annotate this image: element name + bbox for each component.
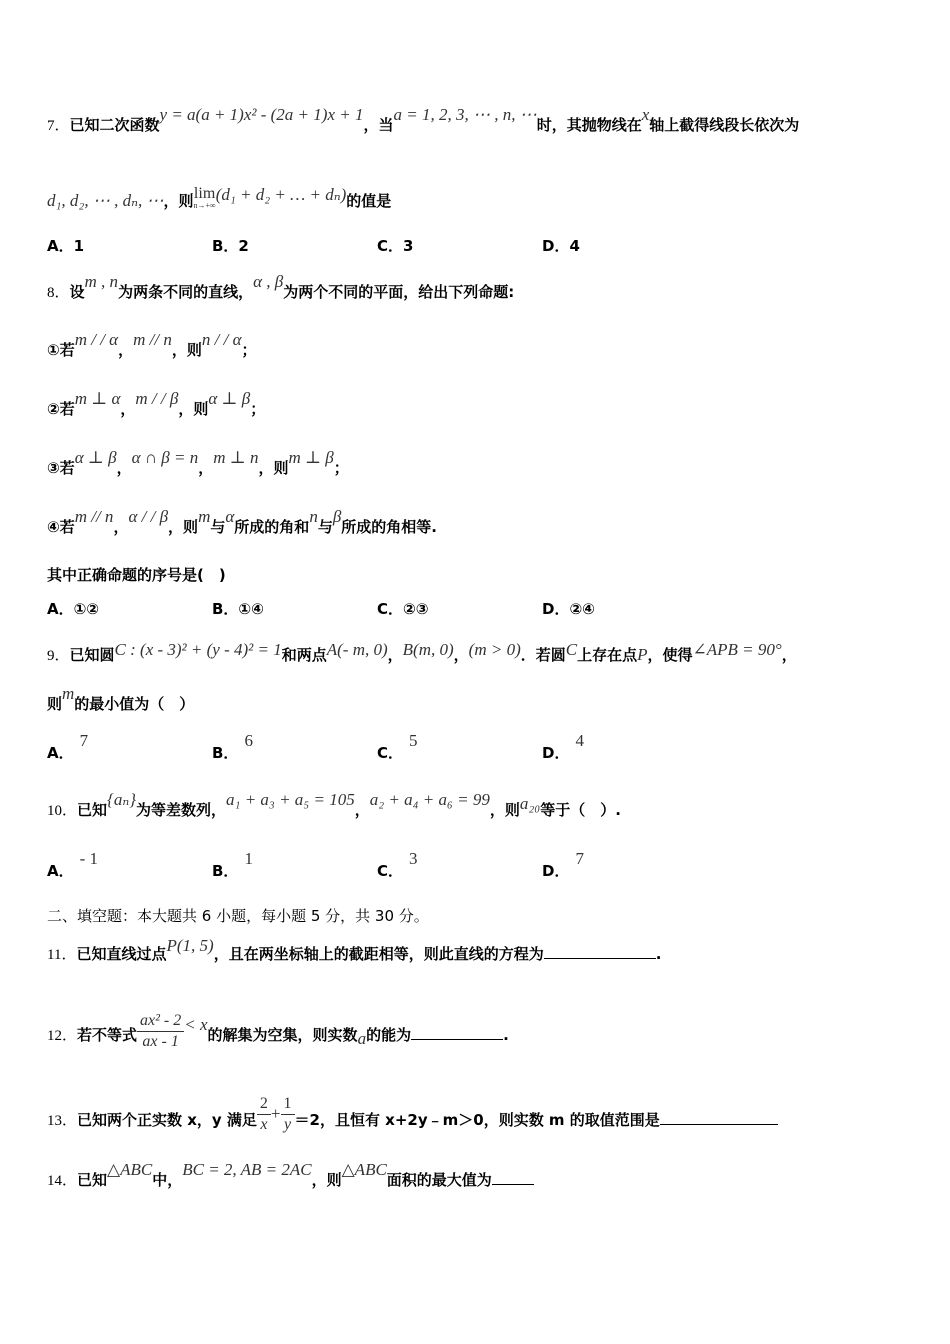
- q9-option-c: C．5: [377, 731, 418, 762]
- q10-option-a: A．- 1: [47, 849, 99, 880]
- q8-question: 其中正确命题的序号是( ): [47, 566, 226, 584]
- q10-option-d: D．7: [542, 849, 584, 880]
- q11: 11．已知直线过点P(1, 5)，且在两坐标轴上的截距相等，则此直线的方程为 .: [47, 936, 662, 963]
- q9-option-a: A．7: [47, 731, 89, 762]
- q7-option-d: D．4: [542, 237, 580, 255]
- q14-answer-blank[interactable]: [492, 1170, 534, 1185]
- q7-line2: d₁, d₂, ⋯ , dₙ, ⋯，则 lim n→+∞ (d₁ + d₂ + … + dₙ)的值是: [47, 185, 392, 210]
- q9-line2: 则m的最小值为（ ）: [47, 684, 195, 713]
- q11-answer-blank[interactable]: [544, 944, 656, 959]
- q7-option-c: C．3: [377, 237, 414, 255]
- q9-stem: 9．已知圆C : (x - 3)² + (y - 4)² = 1和两点A(- m, 0)，B(m, 0)，(m > 0)．若圆C上存在点P，使得∠APB = 90°，: [47, 640, 797, 664]
- q7-number: 7．: [47, 118, 70, 134]
- q8-option-d: D．②④: [542, 600, 595, 618]
- q12-fraction: $\frac{\text{ax² - 2}}{ax - 1}$: [137, 1011, 184, 1052]
- q8-proposition-1: ①若m / / α，m // n，则n / / α；: [47, 330, 257, 359]
- section-heading: 二、填空题：本大题共 6 小题，每小题 5 分，共 30 分。: [47, 907, 429, 925]
- q8-proposition-4: ④若m // n，α / / β，则m与α所成的角和n与β所成的角相等.: [47, 507, 437, 536]
- q13-fraction-2: $\frac{1}{y}$: [281, 1094, 295, 1135]
- q12: 12．若不等式 $\frac{\text{ax² - 2}}{ax - 1}$ < x的解集为空集，则实数a的能为 .: [47, 1012, 509, 1050]
- q14: 14．已知△ABC中，BC = 2, AB = 2AC，则△ABC面积的最大值为: [47, 1170, 534, 1191]
- q13-fraction-1: $\frac{2}{x}$: [257, 1094, 271, 1135]
- q13-answer-blank[interactable]: [660, 1110, 778, 1125]
- q9-option-d: D．4: [542, 731, 584, 762]
- q8-option-c: C．②③: [377, 600, 429, 618]
- limit-expression: lim n→+∞: [193, 185, 216, 210]
- q7-line1: 7．已知二次函数y = a(a + 1)x² - (2a + 1)x + 1，当a = 1, 2, 3, ⋯ , n, ⋯时，其抛物线在x轴上截得线段长依次为: [47, 105, 800, 134]
- q7-option-b: B．2: [212, 237, 249, 255]
- q8-proposition-3: ③若α ⊥ β，α ∩ β = n，m ⊥ n，则m ⊥ β；: [47, 448, 349, 477]
- q12-answer-blank[interactable]: [411, 1025, 503, 1040]
- q8-option-b: B．①④: [212, 600, 264, 618]
- q7-function: y = a(a + 1)x² - (2a + 1)x + 1: [159, 105, 364, 124]
- q10-stem: 10．已知{aₙ}为等差数列，a₁ + a₃ + a₅ = 105，a₂ + a₄ + a₆ = 99，则a₂₀等于（ ）.: [47, 790, 621, 819]
- q7-option-a: A．1: [47, 237, 85, 255]
- q9-option-b: B．6: [212, 731, 253, 762]
- q10-option-b: B．1: [212, 849, 253, 880]
- q13: 13．已知两个正实数 x，y 满足 $\frac{2}{x}$ + $\frac{1}{y}$ ＝2，且恒有 x+2y﹣m＞0，则实数 m 的取值范围是: [47, 1100, 778, 1141]
- q10-option-c: C．3: [377, 849, 418, 880]
- q8-stem: 8．设m , n为两条不同的直线，α , β为两个不同的平面，给出下列命题:: [47, 272, 515, 301]
- q8-option-a: A．①②: [47, 600, 100, 618]
- q8-proposition-2: ②若m ⊥ α，m / / β，则α ⊥ β；: [47, 389, 266, 418]
